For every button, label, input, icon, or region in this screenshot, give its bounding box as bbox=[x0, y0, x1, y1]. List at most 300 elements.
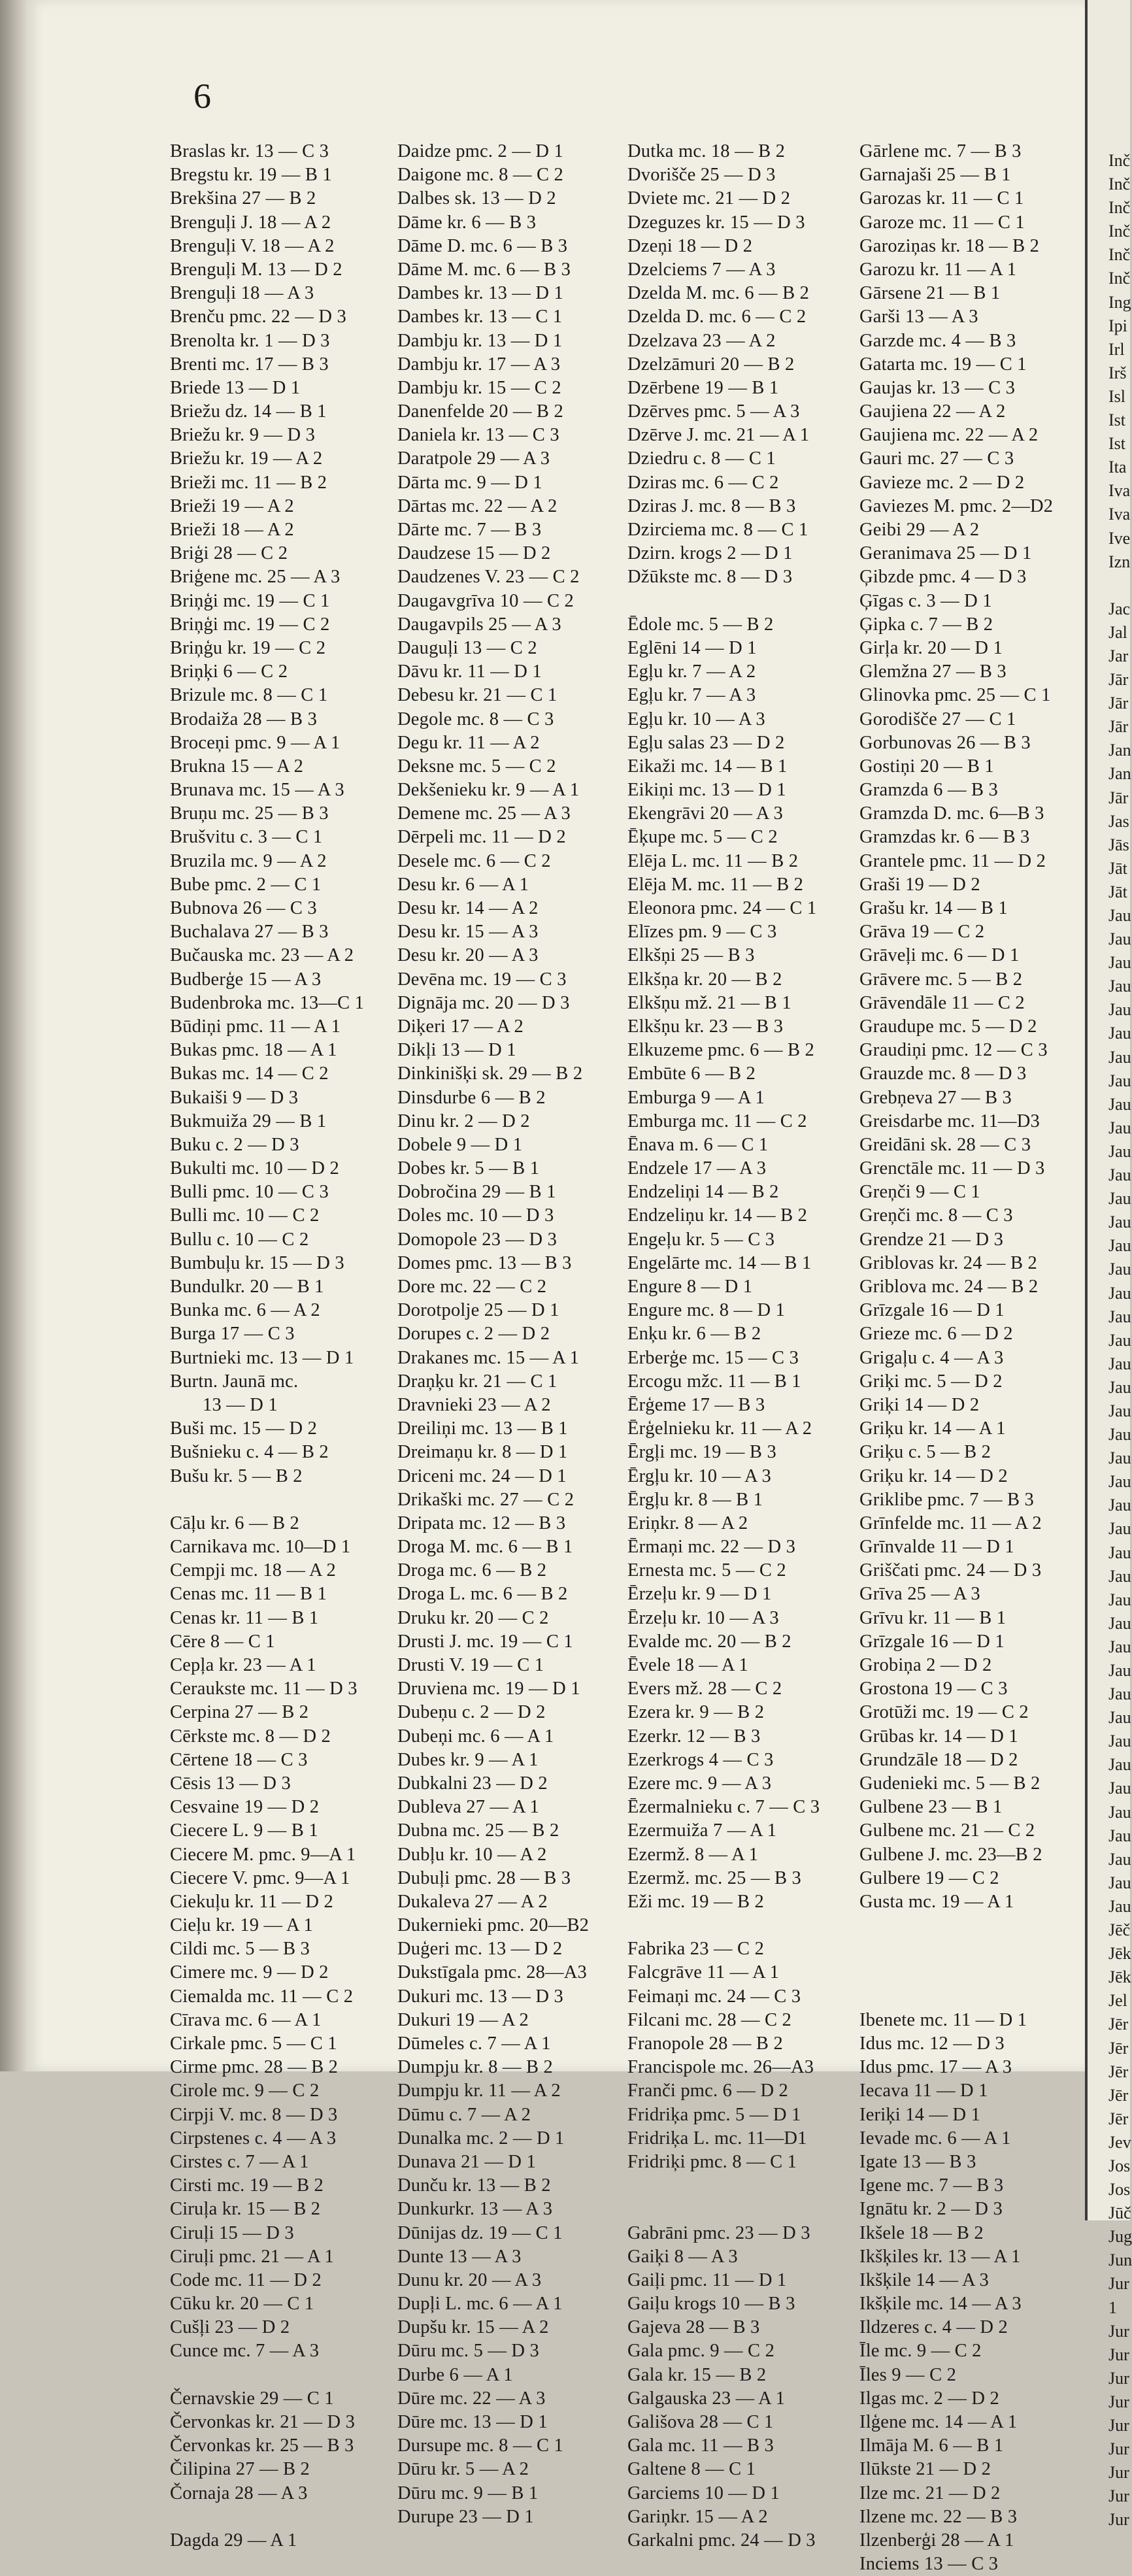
index-entry: Eži mc. 19 — B 2 bbox=[627, 1891, 765, 1912]
adjacent-page-fragment: Jau bbox=[1108, 1141, 1131, 1161]
index-entry: Fridriķa L. mc. 11—D1 bbox=[627, 2128, 807, 2149]
adjacent-page-fragment: Jau bbox=[1108, 1708, 1131, 1728]
index-entry: Brekšina 27 — B 2 bbox=[170, 188, 316, 209]
index-entry: Cirpji V. mc. 8 — D 3 bbox=[170, 2104, 338, 2125]
index-entry: Ģīgas c. 3 — D 1 bbox=[859, 590, 992, 611]
adjacent-page-fragment: Irl bbox=[1108, 339, 1125, 359]
index-entry: Dūre mc. 13 — D 1 bbox=[397, 2412, 548, 2432]
index-entry: Dinsdurbe 6 — B 2 bbox=[397, 1087, 546, 1108]
index-entry: Emburga 9 — A 1 bbox=[627, 1087, 765, 1108]
index-entry: Grendze 21 — D 3 bbox=[859, 1229, 1004, 1250]
index-entry: Ciruļi pmc. 21 — A 1 bbox=[170, 2246, 335, 2267]
index-entry: Buši mc. 15 — D 2 bbox=[170, 1418, 318, 1439]
index-entry: Fridriķi pmc. 8 — C 1 bbox=[627, 2151, 797, 2172]
index-entry: Dzelzava 23 — A 2 bbox=[627, 330, 776, 351]
adjacent-page-fragment: Jur bbox=[1108, 2345, 1129, 2364]
index-entry: Cīrava mc. 6 — A 1 bbox=[170, 2009, 322, 2030]
index-entry: 13 — D 1 bbox=[203, 1394, 278, 1415]
index-entry: Ērģeme 17 — B 3 bbox=[627, 1394, 765, 1415]
index-entry: Dzelda D. mc. 6 — C 2 bbox=[627, 307, 807, 327]
index-entry: Grostona 19 — C 3 bbox=[859, 1679, 1008, 1699]
index-entry: Dursupe mc. 8 — C 1 bbox=[397, 2435, 563, 2456]
index-entry: Cāļu kr. 6 — B 2 bbox=[170, 1513, 299, 1533]
index-entry: Engeļu kr. 5 — C 3 bbox=[627, 1229, 775, 1250]
index-entry: Griblovas kr. 24 — B 2 bbox=[859, 1252, 1037, 1273]
index-entry: Grāvere mc. 5 — B 2 bbox=[859, 969, 1023, 990]
index-entry: Griblova mc. 24 — B 2 bbox=[859, 1277, 1039, 1297]
index-entry: Bulli mc. 10 — C 2 bbox=[170, 1205, 320, 1226]
index-entry: Dubkalni 23 — D 2 bbox=[397, 1773, 548, 1794]
adjacent-page-edge bbox=[1085, 0, 1132, 2530]
adjacent-page-fragment: Jau bbox=[1108, 1472, 1131, 1492]
adjacent-page-fragment: Irš bbox=[1108, 363, 1127, 382]
index-entry: Druviena mc. 19 — D 1 bbox=[397, 1679, 580, 1699]
index-entry: Duģeri mc. 13 — D 2 bbox=[397, 1939, 563, 1960]
adjacent-page-fragment: Jau bbox=[1108, 1189, 1131, 1209]
index-entry: Engure mc. 8 — D 1 bbox=[627, 1300, 786, 1321]
index-entry: Briežu kr. 9 — D 3 bbox=[170, 425, 316, 446]
index-entry: Gatarta mc. 19 — C 1 bbox=[859, 354, 1027, 375]
index-entry: Bube pmc. 2 — C 1 bbox=[170, 874, 322, 895]
index-entry: Ezera kr. 9 — B 2 bbox=[627, 1702, 765, 1723]
index-entry: Dzeņi 18 — D 2 bbox=[627, 235, 753, 256]
index-entry: Dukuri 19 — A 2 bbox=[397, 2009, 529, 2030]
index-entry: Grīva 25 — A 3 bbox=[859, 1584, 980, 1605]
adjacent-page-fragment: Jēč bbox=[1108, 1920, 1131, 1940]
index-entry: Cimere mc. 9 — D 2 bbox=[170, 1962, 329, 1983]
index-entry: Gala kr. 15 — B 2 bbox=[627, 2364, 767, 2385]
index-entry: Černavskie 29 — C 1 bbox=[170, 2388, 334, 2409]
index-entry: Ērģelnieku kr. 11 — A 2 bbox=[627, 1418, 812, 1439]
index-entry: Griķu c. 5 — B 2 bbox=[859, 1442, 991, 1463]
index-entry: Dūmu c. 7 — A 2 bbox=[397, 2104, 531, 2125]
adjacent-page-fragment: Jau bbox=[1108, 1425, 1131, 1445]
index-entry: Code mc. 11 — D 2 bbox=[170, 2269, 322, 2290]
adjacent-page-fragment: Jau bbox=[1108, 1213, 1131, 1232]
index-entry: Braslas kr. 13 — C 3 bbox=[170, 141, 329, 161]
index-entry: Dzērve J. mc. 21 — A 1 bbox=[627, 425, 810, 446]
index-entry: Gramzdas kr. 6 — B 3 bbox=[859, 827, 1030, 848]
index-entry: Desu kr. 14 — A 2 bbox=[397, 898, 539, 918]
index-entry: Ērzeļu kr. 9 — D 1 bbox=[627, 1584, 772, 1605]
index-entry: Graši 19 — D 2 bbox=[859, 874, 980, 895]
index-entry: Gostiņi 20 — B 1 bbox=[859, 756, 994, 777]
index-entry: Fridriķa pmc. 5 — D 1 bbox=[627, 2104, 801, 2125]
index-entry: Cušļi 23 — D 2 bbox=[170, 2317, 290, 2338]
index-entry: Glinovka pmc. 25 — C 1 bbox=[859, 685, 1051, 706]
adjacent-page-fragment: Jau bbox=[1108, 1000, 1131, 1020]
index-entry: Cesvaine 19 — D 2 bbox=[170, 1797, 320, 1818]
index-entry: Dreiliņi mc. 13 — B 1 bbox=[397, 1418, 568, 1439]
adjacent-page-fragment: Jau bbox=[1108, 1566, 1131, 1586]
index-entry: Fabrika 23 — C 2 bbox=[627, 1939, 765, 1960]
index-entry: Erberģe mc. 15 — C 3 bbox=[627, 1347, 799, 1368]
adjacent-page-fragment: Jan bbox=[1108, 741, 1131, 760]
index-entry: Dubeņu c. 2 — D 2 bbox=[397, 1702, 546, 1723]
index-entry: Dūre mc. 22 — A 3 bbox=[397, 2388, 546, 2409]
index-entry: Grundzāle 18 — D 2 bbox=[859, 1749, 1018, 1770]
index-entry: Greidāni sk. 28 — C 3 bbox=[859, 1134, 1031, 1155]
index-entry: Egļu kr. 10 — A 3 bbox=[627, 709, 765, 729]
index-entry: Gabrāni pmc. 23 — D 3 bbox=[627, 2222, 810, 2243]
index-entry: Dignāja mc. 20 — D 3 bbox=[397, 992, 570, 1013]
index-entry: Dreimaņu kr. 8 — D 1 bbox=[397, 1442, 568, 1463]
index-entry: Cirstes c. 7 — A 1 bbox=[170, 2151, 309, 2172]
index-entry: Cūku kr. 20 — C 1 bbox=[170, 2294, 314, 2315]
adjacent-page-fragment: Jev bbox=[1108, 2132, 1131, 2152]
index-entry: Dvorišče 25 — D 3 bbox=[627, 165, 776, 186]
adjacent-page-fragment: Jūč bbox=[1108, 2203, 1131, 2223]
index-entry: Bukas pmc. 18 — A 1 bbox=[170, 1040, 337, 1061]
adjacent-page-fragment: Jār bbox=[1108, 694, 1129, 713]
adjacent-page-fragment: Jau bbox=[1108, 1024, 1131, 1043]
adjacent-page-fragment: Jēk bbox=[1108, 1944, 1131, 1964]
adjacent-page-fragment: Jos bbox=[1108, 2156, 1131, 2175]
index-entry: Bruņu mc. 25 — B 3 bbox=[170, 803, 329, 824]
index-entry: Cirkale pmc. 5 — C 1 bbox=[170, 2033, 337, 2054]
adjacent-page-fragment: Jur bbox=[1108, 2274, 1129, 2294]
index-entry: Cieļu kr. 19 — A 1 bbox=[170, 1915, 313, 1936]
index-entry: Dzērves pmc. 5 — A 3 bbox=[627, 401, 800, 422]
index-entry: Burtn. Jaunā mc. bbox=[170, 1371, 299, 1392]
index-entry: Ērgļi mc. 19 — B 3 bbox=[627, 1442, 776, 1463]
index-entry: Grīnfelde mc. 11 — A 2 bbox=[859, 1513, 1042, 1533]
index-entry: Ezermž. 8 — A 1 bbox=[627, 1844, 759, 1865]
index-entry: Ērmaņi mc. 22 — D 3 bbox=[627, 1537, 796, 1558]
index-entry: Drikaški mc. 27 — C 2 bbox=[397, 1489, 574, 1510]
index-entry: Daidze pmc. 2 — D 1 bbox=[397, 141, 563, 161]
index-entry: Ibenete mc. 11 — D 1 bbox=[859, 2009, 1027, 2030]
index-entry: Greņči mc. 8 — C 3 bbox=[859, 1205, 1013, 1226]
index-entry: Brenču pmc. 22 — D 3 bbox=[170, 307, 346, 327]
index-entry: Ilzene mc. 22 — B 3 bbox=[859, 2506, 1018, 2527]
index-entry: Dunču kr. 13 — B 2 bbox=[397, 2175, 551, 2196]
adjacent-page-fragment: Jēk bbox=[1108, 1967, 1131, 1987]
adjacent-page-fragment: Jau bbox=[1108, 1283, 1131, 1303]
adjacent-page-fragment: Jāt bbox=[1108, 882, 1127, 901]
index-entry: Garozu kr. 11 — A 1 bbox=[859, 259, 1017, 280]
index-entry: Ikšķiles kr. 13 — A 1 bbox=[859, 2246, 1021, 2267]
index-entry: Broceņi pmc. 9 — A 1 bbox=[170, 732, 341, 753]
index-entry: Ezerkrogs 4 — C 3 bbox=[627, 1749, 774, 1770]
index-entry: Dziras mc. 6 — C 2 bbox=[627, 472, 779, 493]
index-entry: Dobele 9 — D 1 bbox=[397, 1134, 523, 1155]
index-entry: Dambju kr. 13 — D 1 bbox=[397, 330, 563, 351]
index-entry: Grigaļu c. 4 — A 3 bbox=[859, 1347, 1004, 1368]
index-entry: Gaiķi 8 — A 3 bbox=[627, 2246, 738, 2267]
index-entry: Burga 17 — C 3 bbox=[170, 1324, 295, 1345]
index-section-gap bbox=[627, 2198, 820, 2221]
index-entry: Ciecere L. 9 — B 1 bbox=[170, 1820, 318, 1841]
index-entry: Dūru mc. 5 — D 3 bbox=[397, 2341, 539, 2362]
index-entry: Igene mc. 7 — B 3 bbox=[859, 2175, 1004, 2196]
index-entry: Gramzda 6 — B 3 bbox=[859, 780, 998, 801]
index-entry: Dāme kr. 6 — B 3 bbox=[397, 212, 537, 233]
index-entry: Červonkas kr. 21 — D 3 bbox=[170, 2412, 356, 2432]
index-entry: Dziedru c. 8 — C 1 bbox=[627, 448, 776, 469]
adjacent-page-fragment: Ive bbox=[1108, 528, 1131, 548]
index-entry: Gārsene 21 — B 1 bbox=[859, 283, 1001, 304]
index-entry: Domes pmc. 13 — B 3 bbox=[397, 1252, 572, 1273]
adjacent-page-fragment: Jau bbox=[1108, 1377, 1131, 1397]
index-entry: Daratpole 29 — A 3 bbox=[397, 448, 550, 469]
index-entry: Dunkurkr. 13 — A 3 bbox=[397, 2199, 553, 2220]
index-entry: Ērgļu kr. 8 — B 1 bbox=[627, 1489, 763, 1510]
index-entry: Eriņkr. 8 — A 2 bbox=[627, 1513, 748, 1533]
index-entry: Diķeri 17 — A 2 bbox=[397, 1016, 524, 1037]
index-entry: Deksne mc. 5 — C 2 bbox=[397, 756, 556, 777]
index-entry: Dubna mc. 25 — B 2 bbox=[397, 1820, 559, 1841]
index-entry: Bulli pmc. 10 — C 3 bbox=[170, 1182, 329, 1203]
index-entry: Gulbene 23 — B 1 bbox=[859, 1797, 1003, 1818]
index-entry: Ērgļu kr. 10 — A 3 bbox=[627, 1465, 772, 1486]
index-entry: Bukaiši 9 — D 3 bbox=[170, 1087, 299, 1108]
index-column-3 bbox=[627, 140, 820, 2552]
adjacent-page-fragment: Jau bbox=[1108, 1896, 1131, 1916]
index-entry: Eglēni 14 — D 1 bbox=[627, 637, 757, 658]
index-entry: Druku kr. 20 — C 2 bbox=[397, 1607, 549, 1628]
index-entry: Briežu kr. 19 — A 2 bbox=[170, 448, 323, 469]
index-entry: Gala mc. 11 — B 3 bbox=[627, 2435, 774, 2456]
adjacent-page-fragment: Jau bbox=[1108, 953, 1131, 973]
index-column-2 bbox=[397, 140, 589, 2529]
index-entry: Dzirciema mc. 8 — C 1 bbox=[627, 520, 808, 540]
adjacent-page-fragment: Jau bbox=[1108, 1613, 1131, 1633]
index-entry: Bubnova 26 — C 3 bbox=[170, 898, 317, 918]
index-entry: Glemžna 27 — B 3 bbox=[859, 661, 1007, 682]
index-entry: Drakanes mc. 15 — A 1 bbox=[397, 1347, 580, 1368]
index-entry: Brenguļi J. 18 — A 2 bbox=[170, 212, 331, 233]
index-entry: Egļu kr. 7 — A 3 bbox=[627, 685, 756, 706]
adjacent-page-fragment: Ist bbox=[1108, 410, 1125, 430]
index-entry: Ciekuļu kr. 11 — D 2 bbox=[170, 1891, 333, 1912]
index-entry: Geibi 29 — A 2 bbox=[859, 520, 980, 540]
index-entry: Dāme M. mc. 6 — B 3 bbox=[397, 259, 571, 280]
index-entry: Ezermuiža 7 — A 1 bbox=[627, 1820, 777, 1841]
adjacent-page-fragment: Jau bbox=[1108, 1684, 1131, 1704]
index-entry: Gauri mc. 27 — C 3 bbox=[859, 448, 1014, 469]
adjacent-page-fragment: Jau bbox=[1108, 1661, 1131, 1680]
adjacent-page-fragment: Jau bbox=[1108, 1849, 1131, 1869]
index-entry: Cēsis 13 — D 3 bbox=[170, 1773, 291, 1794]
index-entry: Elkšņa kr. 20 — B 2 bbox=[627, 969, 782, 990]
index-entry: Dalbes sk. 13 — D 2 bbox=[397, 188, 556, 209]
index-entry: Devēna mc. 19 — C 3 bbox=[397, 969, 567, 990]
index-entry: Dāvu kr. 11 — D 1 bbox=[397, 661, 542, 682]
index-entry: Ēdole mc. 5 — B 2 bbox=[627, 614, 774, 635]
index-entry: Grenctāle mc. 11 — D 3 bbox=[859, 1158, 1045, 1179]
index-entry: Girļa kr. 20 — D 1 bbox=[859, 637, 1003, 658]
adjacent-page-fragment: Inč bbox=[1108, 151, 1131, 170]
index-entry: Bruzila mc. 9 — A 2 bbox=[170, 850, 327, 871]
index-entry: Geranimava 25 — D 1 bbox=[859, 543, 1032, 564]
index-entry: Ērzeļu kr. 10 — A 3 bbox=[627, 1607, 779, 1628]
index-entry: Gaiļu krogs 10 — B 3 bbox=[627, 2294, 795, 2315]
index-entry: Durbe 6 — A 1 bbox=[397, 2364, 513, 2385]
index-entry: Cepļa kr. 23 — A 1 bbox=[170, 1655, 316, 1675]
index-entry: Briežu dz. 14 — B 1 bbox=[170, 401, 327, 422]
index-entry: Džūkste mc. 8 — D 3 bbox=[627, 567, 793, 588]
adjacent-page-fragment: Jar bbox=[1108, 646, 1129, 665]
index-column-4 bbox=[859, 140, 1053, 2576]
index-entry: Ikšķile mc. 14 — A 3 bbox=[859, 2294, 1022, 2315]
index-entry: Dukernieki pmc. 20—B2 bbox=[397, 1915, 590, 1936]
index-entry: Daugavgrīva 10 — C 2 bbox=[397, 590, 574, 611]
adjacent-page-fragment: Jau bbox=[1108, 1590, 1131, 1609]
index-entry: Gala pmc. 9 — C 2 bbox=[627, 2341, 775, 2362]
index-entry: Bušnieku c. 4 — B 2 bbox=[170, 1442, 329, 1463]
index-entry: Bukas mc. 14 — C 2 bbox=[170, 1063, 329, 1084]
adjacent-page-fragment: Jur bbox=[1108, 2321, 1129, 2341]
index-entry: Graudiņi pmc. 12 — C 3 bbox=[859, 1040, 1048, 1061]
adjacent-page-fragment: Jār bbox=[1108, 717, 1129, 737]
index-entry: Cirpstenes c. 4 — A 3 bbox=[170, 2128, 337, 2149]
index-entry: Degole mc. 8 — C 3 bbox=[397, 709, 554, 729]
index-entry: Griklibe pmc. 7 — B 3 bbox=[859, 1489, 1035, 1510]
index-entry: Ciecere V. pmc. 9—A 1 bbox=[170, 1867, 350, 1888]
index-entry: Grāva 19 — C 2 bbox=[859, 922, 985, 943]
index-entry: Dekšenieku kr. 9 — A 1 bbox=[397, 780, 580, 801]
index-entry: Ezerkr. 12 — B 3 bbox=[627, 1726, 761, 1747]
index-entry: Čornaja 28 — A 3 bbox=[170, 2483, 308, 2503]
adjacent-page-fragment: Jau bbox=[1108, 1330, 1131, 1350]
index-entry: Graudupe mc. 5 — D 2 bbox=[859, 1016, 1037, 1037]
index-entry: Červonkas kr. 25 — B 3 bbox=[170, 2435, 354, 2456]
adjacent-page-fragment: Ist bbox=[1108, 434, 1125, 454]
index-entry: Griķu kr. 14 — D 2 bbox=[859, 1465, 1008, 1486]
index-entry: Cildi mc. 5 — B 3 bbox=[170, 1939, 310, 1960]
index-entry: Bregstu kr. 19 — B 1 bbox=[170, 165, 332, 186]
index-entry: Garkalni pmc. 24 — D 3 bbox=[627, 2530, 816, 2551]
index-entry: Droga mc. 6 — B 2 bbox=[397, 1560, 547, 1581]
index-entry: Bušu kr. 5 — B 2 bbox=[170, 1465, 303, 1486]
index-section-gap bbox=[170, 1488, 364, 1512]
index-entry: Ildzeres c. 4 — D 2 bbox=[859, 2317, 1008, 2338]
adjacent-page-fragment: Jau bbox=[1108, 977, 1131, 996]
index-entry: Greņči 9 — C 1 bbox=[859, 1182, 980, 1203]
adjacent-page-fragment: Jau bbox=[1108, 906, 1131, 925]
index-entry: Ezermž. mc. 25 — B 3 bbox=[627, 1867, 801, 1888]
index-entry: Bumbuļu kr. 15 — D 3 bbox=[170, 1252, 344, 1273]
index-entry: Engure 8 — D 1 bbox=[627, 1277, 753, 1297]
adjacent-page-fragment: Iva bbox=[1108, 481, 1131, 501]
index-entry: Falcgrāve 11 — A 1 bbox=[627, 1962, 780, 1983]
adjacent-page-fragment: Jau bbox=[1108, 1755, 1131, 1775]
index-entry: Grobiņa 2 — D 2 bbox=[859, 1655, 992, 1675]
index-entry: Dambes kr. 13 — C 1 bbox=[397, 307, 563, 327]
index-entry: Garozas kr. 11 — C 1 bbox=[859, 188, 1024, 209]
index-entry: Dauguļi 13 — C 2 bbox=[397, 637, 537, 658]
index-entry: Domopole 23 — D 3 bbox=[397, 1229, 558, 1250]
index-entry: Dāme D. mc. 6 — B 3 bbox=[397, 235, 568, 256]
index-entry: Budberģe 15 — A 3 bbox=[170, 969, 322, 990]
index-entry: Dripata mc. 12 — B 3 bbox=[397, 1513, 566, 1533]
index-entry: Danenfelde 20 — B 2 bbox=[397, 401, 563, 422]
index-entry: Drusti V. 19 — C 1 bbox=[397, 1655, 544, 1675]
index-entry: Dviete mc. 21 — D 2 bbox=[627, 188, 791, 209]
index-entry: Droga M. mc. 6 — B 1 bbox=[397, 1537, 573, 1558]
index-entry: Būdiņi pmc. 11 — A 1 bbox=[170, 1016, 341, 1037]
adjacent-page-fragment: Iva bbox=[1108, 505, 1131, 524]
index-entry: Dunava 21 — D 1 bbox=[397, 2151, 536, 2172]
index-entry: Daniela kr. 13 — C 3 bbox=[397, 425, 559, 446]
index-entry: Galgauska 23 — A 1 bbox=[627, 2388, 786, 2409]
index-entry: Gališova 28 — C 1 bbox=[627, 2412, 774, 2432]
adjacent-page-fragment: Jēr bbox=[1108, 2015, 1129, 2034]
index-entry: Dumpju kr. 11 — A 2 bbox=[397, 2081, 561, 2101]
index-entry: Bullu c. 10 — C 2 bbox=[170, 1229, 309, 1250]
index-entry: Gusta mc. 19 — A 1 bbox=[859, 1891, 1014, 1912]
index-entry: Garzde mc. 4 — B 3 bbox=[859, 330, 1016, 351]
index-entry: Ernesta mc. 5 — C 2 bbox=[627, 1560, 786, 1581]
index-section-gap bbox=[170, 2505, 364, 2529]
index-entry: Dumpju kr. 8 — B 2 bbox=[397, 2057, 553, 2078]
index-entry: Galtene 8 — C 1 bbox=[627, 2459, 756, 2480]
adjacent-page-fragment: Jau bbox=[1108, 929, 1131, 949]
index-entry: Grīnvalde 11 — D 1 bbox=[859, 1537, 1014, 1558]
adjacent-page-fragment: Ing bbox=[1108, 292, 1131, 312]
adjacent-page-fragment: Jau bbox=[1108, 1307, 1131, 1326]
adjacent-page-fragment: Jēr bbox=[1108, 2038, 1129, 2058]
index-entry: Brieži 19 — A 2 bbox=[170, 495, 294, 516]
adjacent-page-fragment: Jas bbox=[1108, 811, 1129, 831]
index-entry: Ilmāja M. 6 — B 1 bbox=[859, 2435, 1004, 2456]
index-entry: Drusti J. mc. 19 — C 1 bbox=[397, 1631, 573, 1652]
index-entry: Grīzgale 16 — D 1 bbox=[859, 1300, 1005, 1321]
index-entry: Griščati pmc. 24 — D 3 bbox=[859, 1560, 1042, 1581]
index-entry: Ciruļi 15 — D 3 bbox=[170, 2222, 294, 2243]
index-entry: Dunalka mc. 2 — D 1 bbox=[397, 2128, 565, 2149]
index-entry: Idus mc. 12 — D 3 bbox=[859, 2033, 1005, 2054]
index-section-gap bbox=[170, 2364, 364, 2387]
index-entry: Daugavpils 25 — A 3 bbox=[397, 614, 561, 635]
adjacent-page-fragment: Inč bbox=[1108, 269, 1131, 288]
adjacent-page-fragment: Jau bbox=[1108, 1071, 1131, 1090]
index-entry: Dutka mc. 18 — B 2 bbox=[627, 141, 786, 161]
index-entry: Īles 9 — C 2 bbox=[859, 2364, 957, 2385]
adjacent-page-fragment: Jau bbox=[1108, 1165, 1131, 1185]
index-entry: Dzeguzes kr. 15 — D 3 bbox=[627, 212, 805, 233]
index-column-1 bbox=[170, 140, 364, 2552]
index-entry: Grotūži mc. 19 — C 2 bbox=[859, 1702, 1029, 1723]
adjacent-page-fragment: Jur bbox=[1108, 2416, 1129, 2435]
page-number: 6 bbox=[193, 76, 211, 116]
index-entry: Dinkinišķi sk. 29 — B 2 bbox=[397, 1063, 583, 1084]
index-entry: Franopole 28 — B 2 bbox=[627, 2033, 783, 2054]
index-entry: Gaiļi pmc. 11 — D 1 bbox=[627, 2269, 787, 2290]
index-section-gap bbox=[627, 590, 820, 613]
index-entry: Ēķupe mc. 5 — C 2 bbox=[627, 827, 778, 848]
index-entry: Grieze mc. 6 — D 2 bbox=[859, 1324, 1013, 1345]
index-entry: Grīvu kr. 11 — B 1 bbox=[859, 1607, 1007, 1628]
index-entry: Desu kr. 6 — A 1 bbox=[397, 874, 529, 895]
index-entry: Cunce mc. 7 — A 3 bbox=[170, 2341, 320, 2362]
index-entry: Dukstīgala pmc. 28—A3 bbox=[397, 1962, 587, 1983]
adjacent-page-fragment: Jug bbox=[1108, 2227, 1132, 2247]
index-entry: Gārlene mc. 7 — B 3 bbox=[859, 141, 1022, 161]
index-entry: Demene mc. 25 — A 3 bbox=[397, 803, 571, 824]
adjacent-page-fragment: Jau bbox=[1108, 1354, 1131, 1373]
index-entry: Franči pmc. 6 — D 2 bbox=[627, 2081, 789, 2101]
index-entry: Francispole mc. 26—A3 bbox=[627, 2057, 814, 2078]
index-entry: Briņģu kr. 19 — C 2 bbox=[170, 637, 326, 658]
adjacent-page-fragment: Ipi bbox=[1108, 316, 1127, 335]
index-entry: Dūru kr. 5 — A 2 bbox=[397, 2459, 529, 2480]
adjacent-page-fragment: Jās bbox=[1108, 835, 1129, 854]
index-entry: Brenolta kr. 1 — D 3 bbox=[170, 330, 330, 351]
index-entry: Briģi 28 — C 2 bbox=[170, 543, 288, 564]
index-entry: Īle mc. 9 — C 2 bbox=[859, 2341, 982, 2362]
